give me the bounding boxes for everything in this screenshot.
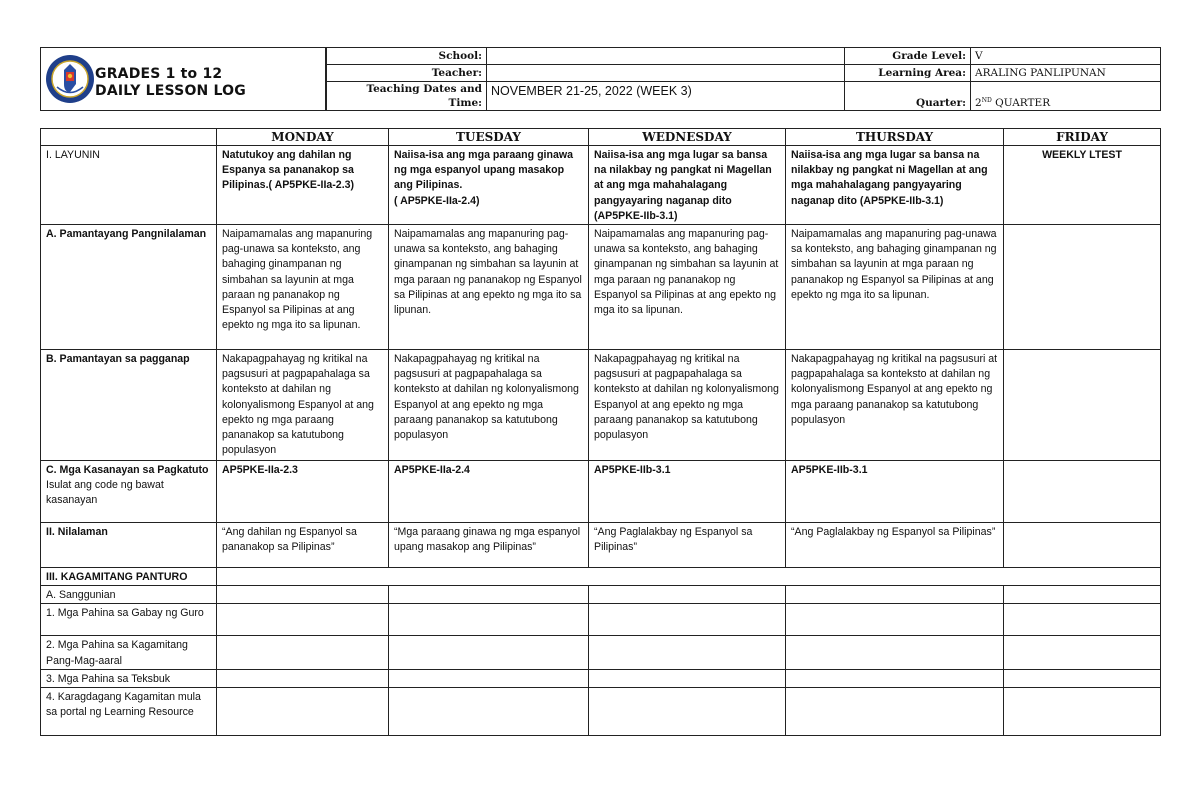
row-pamantayan-pagganap	[41, 350, 1161, 461]
cell-teksbuk-monday	[217, 669, 389, 687]
cell-layunin-thursday: Naiisa-isa ang mga lugar sa bansa na nilakbay ng pangkat ni Magellan at ang mga mahahalagang pangyayaring naganap dito (AP5PKE-IIb-3.1)	[786, 146, 1004, 225]
cell-pagganap-monday: Nakapagpahayag ng kritikal na pagsusuri at pagpapahalaga sa konteksto at dahilan ng kolonyalismong Espanyol at ang epekto ng mga paraang pananakop sa katutubong populasyon	[217, 350, 389, 461]
cell-pagganap-tuesday: Nakapagpahayag ng kritikal na pagsusuri at pagpapahalaga sa konteksto at dahilan ng kolonyalismong Espanyol at ang epekto ng mga paraang pananakop sa katutubong populasyon	[389, 350, 589, 461]
row-label-sanggunian: A. Sanggunian	[41, 586, 217, 604]
row-nilalaman	[41, 523, 1161, 568]
day-header-thursday: THURSDAY	[786, 129, 1004, 146]
row-pamantayang-pangnilalaman	[41, 225, 1161, 350]
cell-kasanayan-monday: AP5PKE-IIa-2.3	[217, 461, 389, 523]
deped-seal-icon	[45, 54, 95, 104]
title-line-2: DAILY LESSON LOG	[95, 83, 246, 99]
grade-level-label: Grade Level:	[845, 48, 971, 65]
grade-level-value: V	[971, 48, 1161, 65]
cell-kasanayan-thursday: AP5PKE-IIb-3.1	[786, 461, 1004, 523]
quarter-word: QUARTER	[995, 97, 1051, 109]
cell-sanggunian-friday	[1004, 586, 1161, 604]
cell-nilalaman-tuesday: “Mga paraang ginawa ng mga espanyol upang masakop ang Pilipinas”	[389, 523, 589, 568]
page-title	[95, 66, 246, 100]
cell-mag-aaral-monday	[217, 636, 389, 669]
cell-sanggunian-tuesday	[389, 586, 589, 604]
quarter-value	[971, 82, 1161, 111]
cell-sanggunian-thursday	[786, 586, 1004, 604]
cell-gabay-monday	[217, 604, 389, 636]
cell-nilalaman-monday: “Ang dahilan ng Espanyol sa pananakop sa Pilipinas”	[217, 523, 389, 568]
day-header-friday: FRIDAY	[1004, 129, 1161, 146]
cell-mag-aaral-thursday	[786, 636, 1004, 669]
cell-pamantayang-wednesday: Naipamamalas ang mapanuring pag-unawa sa konteksto, ang bahaging ginampanan ng simbahan sa layunin at mga paraan ng pananakop ng Espanyol sa Pilipinas at ang epekto ng mga ito sa lipunan.	[589, 225, 786, 350]
row-label-kagamitan: III. KAGAMITANG PANTURO	[41, 568, 217, 586]
teaching-dates-label: Teaching Dates and Time:	[327, 82, 487, 111]
cell-layunin-tuesday: Naiisa-isa ang mga paraang ginawa ng mga espanyol upang masakop ang Pilipinas. ( AP5PKE-IIa-2.4)	[389, 146, 589, 225]
cell-karagdagang-monday	[217, 688, 389, 736]
cell-gabay-friday	[1004, 604, 1161, 636]
day-header-monday: MONDAY	[217, 129, 389, 146]
kasanayan-label: C. Mga Kasanayan sa Pagkatuto	[46, 464, 209, 477]
cell-teksbuk-friday	[1004, 669, 1161, 687]
cell-pagganap-friday	[1004, 350, 1161, 461]
corner-cell	[41, 129, 217, 146]
row-label-pagganap: B. Pamantayan sa pagganap	[41, 350, 217, 461]
row-label-pamantayang: A. Pamantayang Pangnilalaman	[41, 225, 217, 350]
cell-teksbuk-thursday	[786, 669, 1004, 687]
quarter-label: Quarter:	[845, 82, 971, 111]
cell-teksbuk-wednesday	[589, 669, 786, 687]
title-line-1: GRADES 1 to 12	[95, 66, 223, 82]
header-info-table	[326, 47, 1161, 111]
row-gabay-guro	[41, 604, 1161, 636]
cell-pamantayang-monday: Naipamamalas ang mapanuring pag-unawa sa konteksto, ang bahaging ginampanan ng simbahan sa layunin at mga paraan ng pananakop ng Espanyol sa Pilipinas at ang epekto ng mga ito sa lipunan.	[217, 225, 389, 350]
cell-pamantayang-thursday: Naipamamalas ang mapanuring pag-unawa sa konteksto, ang bahaging ginampanan ng simbahan sa layunin at mga paraan ng pananakop ng Espanyol sa Pilipinas at ang epekto ng mga ito sa lipunan.	[786, 225, 1004, 350]
cell-pamantayang-tuesday: Naipamamalas ang mapanuring pag-unawa sa konteksto, ang bahaging ginampanan ng simbahan sa layunin at mga paraan ng pananakop ng Espanyol sa Pilipinas at ang epekto ng mga ito sa lipunan.	[389, 225, 589, 350]
row-sanggunian	[41, 586, 1161, 604]
quarter-ordinal: ND	[981, 97, 992, 104]
cell-pagganap-thursday: Nakapagpahayag ng kritikal na pagsusuri at pagpapahalaga sa konteksto at dahilan ng kolonyalismong Espanyol at ang epekto ng mga paraang pananakop sa katutubong populasyon	[786, 350, 1004, 461]
cell-kasanayan-wednesday: AP5PKE-IIb-3.1	[589, 461, 786, 523]
cell-nilalaman-wednesday: “Ang Paglalakbay ng Espanyol sa Pilipinas”	[589, 523, 786, 568]
day-header-wednesday: WEDNESDAY	[589, 129, 786, 146]
row-label-kagamitang-mag-aaral: 2. Mga Pahina sa Kagamitang Pang-Mag-aaral	[41, 636, 217, 669]
row-teksbuk	[41, 669, 1161, 687]
school-value	[487, 48, 845, 65]
cell-pamantayang-friday	[1004, 225, 1161, 350]
header-title-box	[40, 47, 326, 111]
cell-gabay-tuesday	[389, 604, 589, 636]
cell-karagdagang-friday	[1004, 688, 1161, 736]
row-kasanayan	[41, 461, 1161, 523]
row-label-kasanayan	[41, 461, 217, 523]
row-layunin	[41, 146, 1161, 225]
cell-pagganap-wednesday: Nakapagpahayag ng kritikal na pagsusuri at pagpapahalaga sa konteksto at dahilan ng kolonyalismong Espanyol at ang epekto ng mga paraang pananakop sa katutubong populasyon	[589, 350, 786, 461]
row-label-karagdagang: 4. Karagdagang Kagamitan mula sa portal ng Learning Resource	[41, 688, 217, 736]
cell-gabay-wednesday	[589, 604, 786, 636]
cell-karagdagang-wednesday	[589, 688, 786, 736]
learning-area-label: Learning Area:	[845, 65, 971, 82]
teacher-value	[487, 65, 845, 82]
day-header-row	[41, 129, 1161, 146]
row-label-nilalaman: II. Nilalaman	[41, 523, 217, 568]
kasanayan-note: Isulat ang code ng bawat kasanayan	[46, 479, 164, 507]
cell-sanggunian-wednesday	[589, 586, 786, 604]
teacher-label: Teacher:	[327, 65, 487, 82]
row-label-layunin: I. LAYUNIN	[41, 146, 217, 225]
cell-nilalaman-thursday: “Ang Paglalakbay ng Espanyol sa Pilipinas”	[786, 523, 1004, 568]
row-karagdagang-kagamitan	[41, 688, 1161, 736]
cell-mag-aaral-tuesday	[389, 636, 589, 669]
cell-sanggunian-monday	[217, 586, 389, 604]
quarter-number: 2	[975, 97, 982, 109]
learning-area-value: ARALING PANLIPUNAN	[971, 65, 1161, 82]
cell-karagdagang-tuesday	[389, 688, 589, 736]
cell-karagdagang-thursday	[786, 688, 1004, 736]
cell-kasanayan-friday	[1004, 461, 1161, 523]
cell-layunin-wednesday: Naiisa-isa ang mga lugar sa bansa na nilakbay ng pangkat ni Magellan at ang mga mahahalagang pangyayaring naganap dito (AP5PKE-IIb-3.1)	[589, 146, 786, 225]
row-label-gabay: 1. Mga Pahina sa Gabay ng Guro	[41, 604, 217, 636]
row-kagamitang-panturo	[41, 568, 1161, 586]
teaching-dates-value: NOVEMBER 21-25, 2022 (WEEK 3)	[487, 82, 845, 111]
cell-mag-aaral-friday	[1004, 636, 1161, 669]
cell-gabay-thursday	[786, 604, 1004, 636]
cell-nilalaman-friday	[1004, 523, 1161, 568]
cell-teksbuk-tuesday	[389, 669, 589, 687]
cell-layunin-friday: WEEKLY LTEST	[1004, 146, 1161, 225]
day-header-tuesday: TUESDAY	[389, 129, 589, 146]
lesson-log-table	[40, 128, 1161, 736]
cell-layunin-monday: Natutukoy ang dahilan ng Espanya sa pananakop sa Pilipinas.( AP5PKE-IIa-2.3)	[217, 146, 389, 225]
row-label-teksbuk: 3. Mga Pahina sa Teksbuk	[41, 669, 217, 687]
cell-mag-aaral-wednesday	[589, 636, 786, 669]
cell-kasanayan-tuesday: AP5PKE-IIa-2.4	[389, 461, 589, 523]
row-kagamitang-mag-aaral	[41, 636, 1161, 669]
school-label: School:	[327, 48, 487, 65]
cell-kagamitan-span	[217, 568, 1161, 586]
